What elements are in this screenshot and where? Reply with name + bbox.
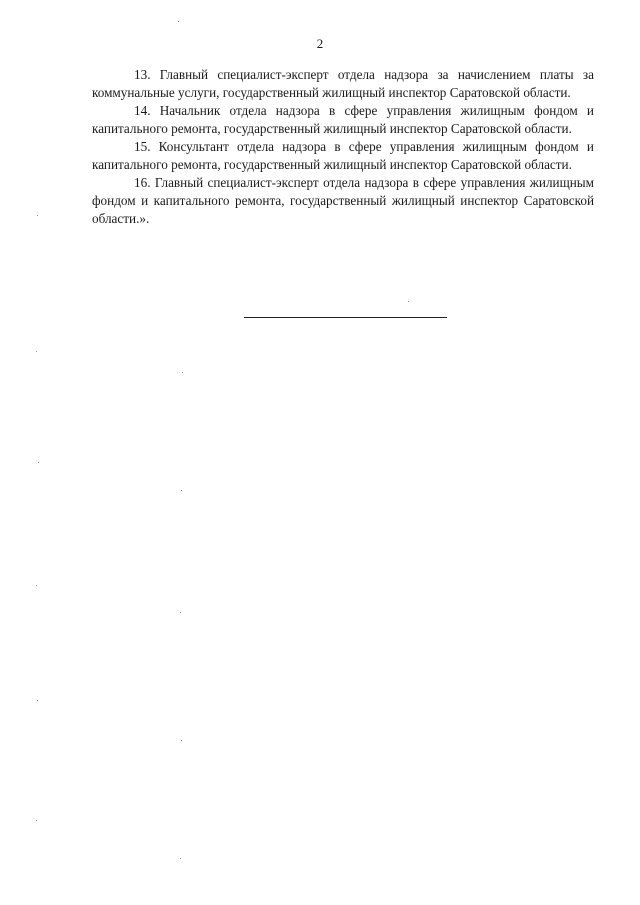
scan-speck <box>36 820 37 821</box>
scan-speck <box>181 740 182 741</box>
list-item: 13. Главный специалист-эксперт отдела надзора за начислением платы за коммунальные услуги, государственный жилищный инспектор Саратовской области. <box>92 67 594 100</box>
scan-speck <box>37 215 38 216</box>
scan-speck <box>408 301 409 302</box>
list-item: 16. Главный специалист-эксперт отдела надзора в сфере управления жилищным фондом и капитального ремонта, государственный жилищный инспектор Саратовской области.». <box>92 175 594 226</box>
document-body <box>92 66 594 228</box>
scan-speck <box>180 612 181 613</box>
list-item: 15. Консультант отдела надзора в сфере управления жилищным фондом и капитального ремонта, государственный жилищный инспектор Саратовской области. <box>92 139 594 172</box>
scan-speck <box>182 372 183 373</box>
scan-speck <box>36 585 37 586</box>
scan-speck <box>178 21 179 22</box>
scan-speck <box>180 858 181 859</box>
scan-speck <box>38 462 39 463</box>
scan-speck <box>181 490 182 491</box>
scan-speck <box>36 351 37 352</box>
scan-speck <box>37 700 38 701</box>
closing-rule <box>244 317 447 318</box>
list-item: 14. Начальник отдела надзора в сфере управления жилищным фондом и капитального ремонта, государственный жилищный инспектор Саратовской области. <box>92 103 594 136</box>
page-number: 2 <box>316 36 324 51</box>
